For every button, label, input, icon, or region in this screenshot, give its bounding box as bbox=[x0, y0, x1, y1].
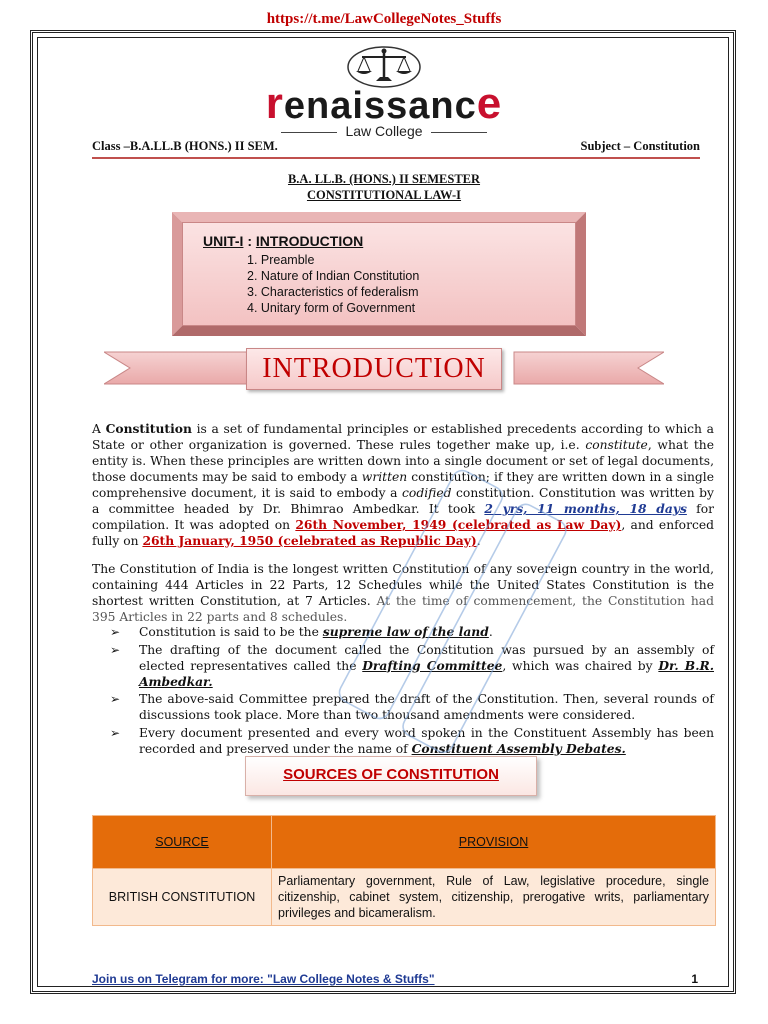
paragraph-longest-constitution: The Constitution of India is the longest written Constitution of any sovereign country in the world, containing 444 Articles in 22 Parts, 12 Schedules while the United States Constitution is the shortest written Constitution, at 7 Articles. At the time of commencement, the Constitution had 395 Articles in 22 parts and 8 schedules. bbox=[92, 562, 714, 624]
constitution-facts-list bbox=[108, 624, 714, 758]
page-number: 1 bbox=[691, 972, 698, 986]
telegram-join-link[interactable]: Join us on Telegram for more: "Law College Notes & Stuffs" bbox=[92, 972, 435, 986]
list-item: ➢ The drafting of the document called the Constitution was pursued by an assembly of elected representatives called the Drafting Committee, which was chaired by Dr. B.R. Ambedkar. bbox=[108, 642, 714, 690]
unit-box bbox=[172, 212, 586, 336]
course-title: CONSTITUTIONAL LAW-I bbox=[306, 188, 462, 202]
list-item: ➢ The above-said Committee prepared the draft of the Constitution. Then, several rounds of discussions took place. More than two thousand amendments were considered. bbox=[108, 691, 714, 723]
list-item: 2. Nature of Indian Constitution bbox=[247, 269, 420, 283]
column-header-source: SOURCE bbox=[93, 816, 272, 869]
logo-subtitle: Law College bbox=[0, 123, 768, 139]
list-item: ➢ Every document presented and every word spoken in the Constituent Assembly has been recorded and preserved under the name of Constituent Assembly Debates. bbox=[108, 725, 714, 757]
unit-heading: UNIT-I : INTRODUCTION bbox=[203, 233, 364, 249]
unit-topic-list bbox=[247, 252, 419, 316]
list-item: 1. Preamble bbox=[247, 253, 315, 267]
document-title bbox=[0, 171, 768, 203]
college-logo bbox=[0, 45, 768, 139]
class-label: Class –B.A.LL.B (HONS.) II SEM. bbox=[92, 139, 278, 153]
telegram-url[interactable]: https://t.me/LawCollegeNotes_Stuffs bbox=[266, 11, 502, 27]
list-item: ➢ Constitution is said to be the supreme law of the land. bbox=[108, 624, 714, 640]
column-header-provision: PROVISION bbox=[272, 816, 716, 869]
logo-letter-r: r bbox=[265, 79, 284, 128]
subject-label: Subject – Constitution bbox=[580, 139, 700, 153]
semester-title: B.A. LL.B. (HONS.) II SEMESTER bbox=[287, 172, 481, 186]
paragraph-constitution-definition: A Constitution is a set of fundamental principles or established precedents according to which a State or other organization is governed. These rules together make up, i.e. constitute, what the entity is. When these principles are written down into a single document or set of legal documents, those documents may be said to embody a written constitution; if they are written down in a single comprehensive document, it is said to embody a codified constitution. Constitution was written by a committee headed by Dr. Bhimrao Ambedkar. It took 2 yrs, 11 months, 18 days for compilation. It was adopted on 26th November, 1949 (celebrated as Law Day), and enforced fully on 26th January, 1950 (celebrated as Republic Day). bbox=[92, 421, 715, 548]
introduction-heading: INTRODUCTION bbox=[246, 348, 502, 390]
source-cell: BRITISH CONSTITUTION bbox=[93, 869, 272, 926]
logo-wordmark: enaissanc bbox=[283, 85, 477, 127]
document-header bbox=[92, 139, 700, 159]
provision-cell: Parliamentary government, Rule of Law, legislative procedure, single citizenship, cabinet system, citizenship, prerogative writs, parliamentary privileges and bicameralism. bbox=[272, 869, 716, 926]
sources-of-constitution-heading: SOURCES OF CONSTITUTION bbox=[245, 756, 537, 796]
logo-letter-e: e bbox=[476, 79, 503, 128]
table-header-row bbox=[93, 816, 716, 869]
list-item: 4. Unitary form of Government bbox=[247, 301, 416, 315]
table-row bbox=[93, 869, 716, 926]
list-item: 3. Characteristics of federalism bbox=[247, 285, 419, 299]
sources-table bbox=[92, 815, 716, 926]
page-footer bbox=[92, 972, 698, 986]
scales-of-justice-icon bbox=[344, 45, 424, 89]
